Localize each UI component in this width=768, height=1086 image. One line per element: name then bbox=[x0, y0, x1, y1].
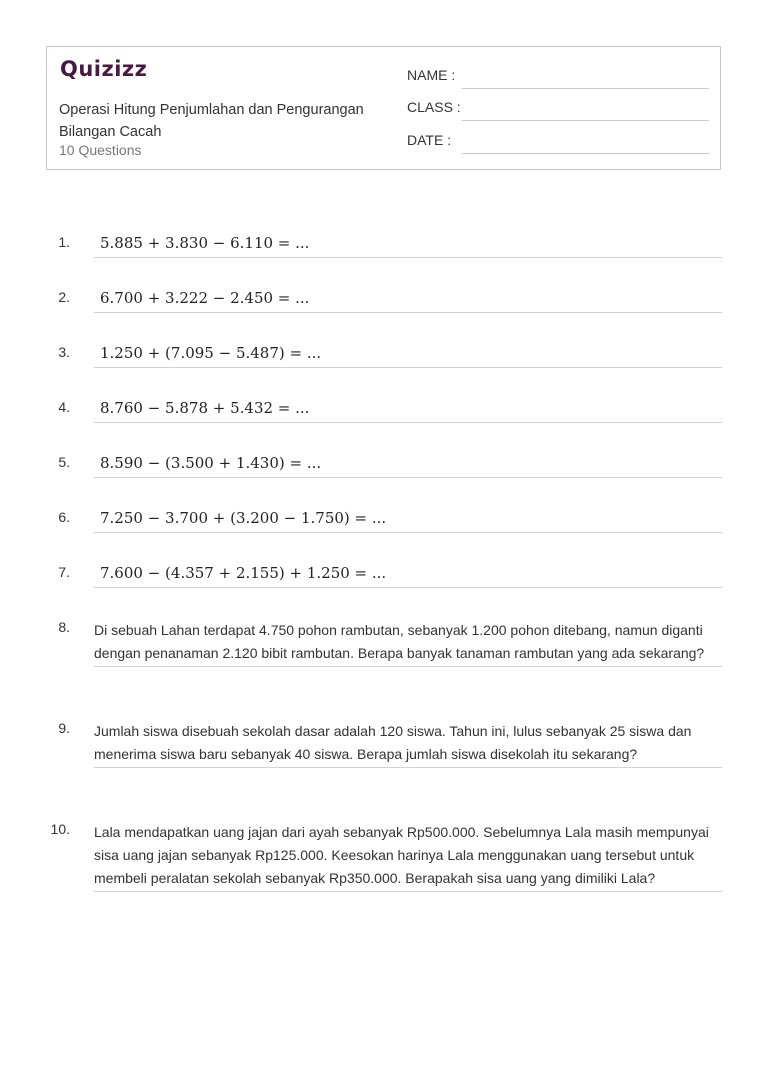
question-number: 1. bbox=[58, 234, 70, 250]
question-text: Di sebuah Lahan terdapat 4.750 pohon rambutan, sebanyak 1.200 pohon ditebang, namun diganti dengan penanaman 2.120 bibit rambutan. Berapa banyak tanaman rambutan yang ada sekarang? bbox=[94, 619, 722, 667]
question-expression: 7.600 − (4.357 + 2.155) + 1.250 = ... bbox=[94, 564, 722, 588]
question-count: 10 Questions bbox=[59, 142, 142, 158]
quizizz-logo: Quizizz bbox=[60, 57, 148, 81]
question-expression: 1.250 + (7.095 − 5.487) = ... bbox=[94, 344, 722, 368]
question-expression: 6.700 + 3.222 − 2.450 = ... bbox=[94, 289, 722, 313]
question-number: 4. bbox=[58, 399, 70, 415]
worksheet-header bbox=[46, 46, 721, 170]
name-label: NAME : bbox=[407, 67, 456, 83]
question-number: 2. bbox=[58, 289, 70, 305]
question-text: Lala mendapatkan uang jajan dari ayah sebanyak Rp500.000. Sebelumnya Lala masih mempunyai sisa uang jajan sebanyak Rp125.000. Keesokan harinya Lala menggunakan uang tersebut untuk membeli peralatan sekolah sebanyak Rp350.000. Berapakah sisa uang yang dimiliki Lala? bbox=[94, 821, 722, 892]
question-text: Jumlah siswa disebuah sekolah dasar adalah 120 siswa. Tahun ini, lulus sebanyak 25 siswa dan menerima siswa baru sebanyak 40 siswa. Berapa jumlah siswa disekolah itu sekarang? bbox=[94, 720, 722, 768]
question-number: 9. bbox=[58, 720, 70, 736]
question-number: 5. bbox=[58, 454, 70, 470]
date-label: DATE : bbox=[407, 132, 452, 148]
question-expression: 5.885 + 3.830 − 6.110 = ... bbox=[94, 234, 722, 258]
question-expression: 8.590 − (3.500 + 1.430) = ... bbox=[94, 454, 722, 478]
question-expression: 7.250 − 3.700 + (3.200 − 1.750) = ... bbox=[94, 509, 722, 533]
date-line bbox=[462, 153, 709, 154]
question-number: 8. bbox=[58, 619, 70, 635]
class-line bbox=[462, 120, 709, 121]
question-number: 7. bbox=[58, 564, 70, 580]
question-number: 3. bbox=[58, 344, 70, 360]
question-number: 6. bbox=[58, 509, 70, 525]
question-expression: 8.760 − 5.878 + 5.432 = ... bbox=[94, 399, 722, 423]
class-label: CLASS : bbox=[407, 99, 461, 115]
worksheet-title: Operasi Hitung Penjumlahan dan Pengurangan Bilangan Cacah bbox=[59, 102, 364, 140]
name-line bbox=[462, 88, 709, 89]
name-field[interactable] bbox=[407, 67, 709, 87]
question-number: 10. bbox=[50, 821, 70, 837]
class-field[interactable] bbox=[407, 99, 709, 119]
date-field[interactable] bbox=[407, 132, 709, 152]
